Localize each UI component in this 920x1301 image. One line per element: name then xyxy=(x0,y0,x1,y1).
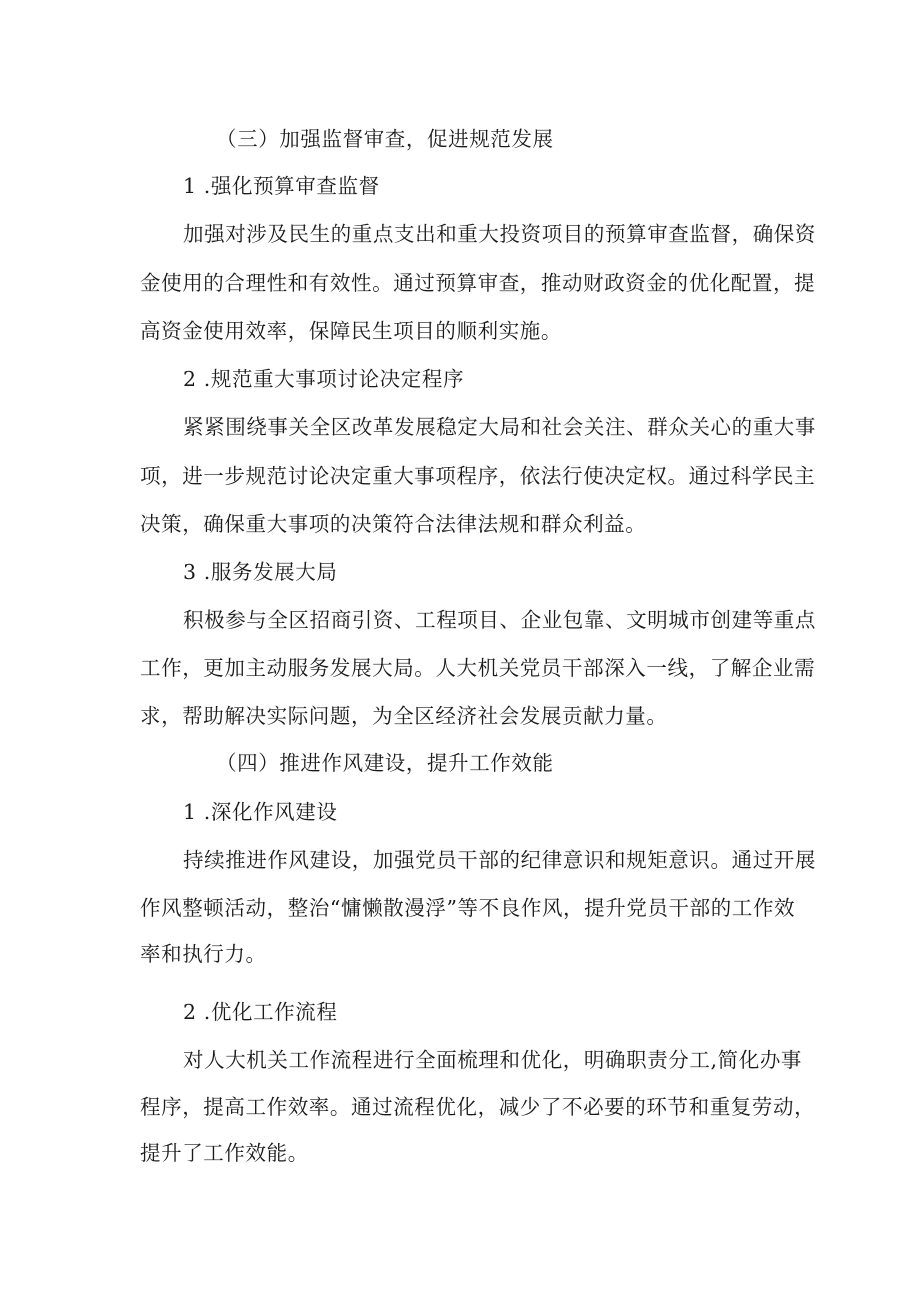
subheading-3-1: 1 .强化预算审查监督 xyxy=(183,174,380,198)
paragraph-line: 项，进一步规范讨论决定重大事项程序，依法行使决定权。通过科学民主 xyxy=(140,464,816,488)
paragraph-line: 率和执行力。 xyxy=(140,942,267,966)
subheading-4-2: 2 .优化工作流程 xyxy=(183,1000,338,1024)
paragraph-line: 加强对涉及民生的重点支出和重大投资项目的预算审查监督，确保资 xyxy=(183,222,816,246)
paragraph-line: 程序，提高工作效率。通过流程优化，减少了不必要的环节和重复劳动， xyxy=(140,1095,816,1119)
paragraph-line: 工作，更加主动服务发展大局。人大机关党员干部深入一线，了解企业需 xyxy=(140,656,816,680)
paragraph-line: 金使用的合理性和有效性。通过预算审查，推动财政资金的优化配置，提 xyxy=(140,271,816,295)
paragraph-line: 提升了工作效能。 xyxy=(140,1141,309,1165)
section-heading-3: （三）加强监督审查，促进规范发展 xyxy=(216,127,554,151)
paragraph-line: 决策，确保重大事项的决策符合法律法规和群众利益。 xyxy=(140,512,647,536)
section-heading-4: （四）推进作风建设，提升工作效能 xyxy=(216,751,554,775)
paragraph-line: 紧紧围绕事关全区改革发展稳定大局和社会关注、群众关心的重大事 xyxy=(183,415,816,439)
paragraph-line: 求，帮助解决实际问题，为全区经济社会发展贡献力量。 xyxy=(140,704,668,728)
paragraph-line: 对人大机关工作流程进行全面梳理和优化，明确职责分工,简化办事 xyxy=(183,1048,803,1072)
paragraph-line: 作风整顿活动，整治“慵懒散漫浮”等不良作风，提升党员干部的工作效 xyxy=(140,896,796,920)
subheading-4-1: 1 .深化作风建设 xyxy=(183,800,338,824)
subheading-3-2: 2 .规范重大事项讨论决定程序 xyxy=(183,367,465,391)
subheading-3-3: 3 .服务发展大局 xyxy=(183,560,338,584)
paragraph-line: 积极参与全区招商引资、工程项目、企业包靠、文明城市创建等重点 xyxy=(183,608,816,632)
paragraph-line: 持续推进作风建设，加强党员干部的纪律意识和规矩意识。通过开展 xyxy=(183,848,816,872)
paragraph-line: 高资金使用效率，保障民生项目的顺利实施。 xyxy=(140,319,562,343)
